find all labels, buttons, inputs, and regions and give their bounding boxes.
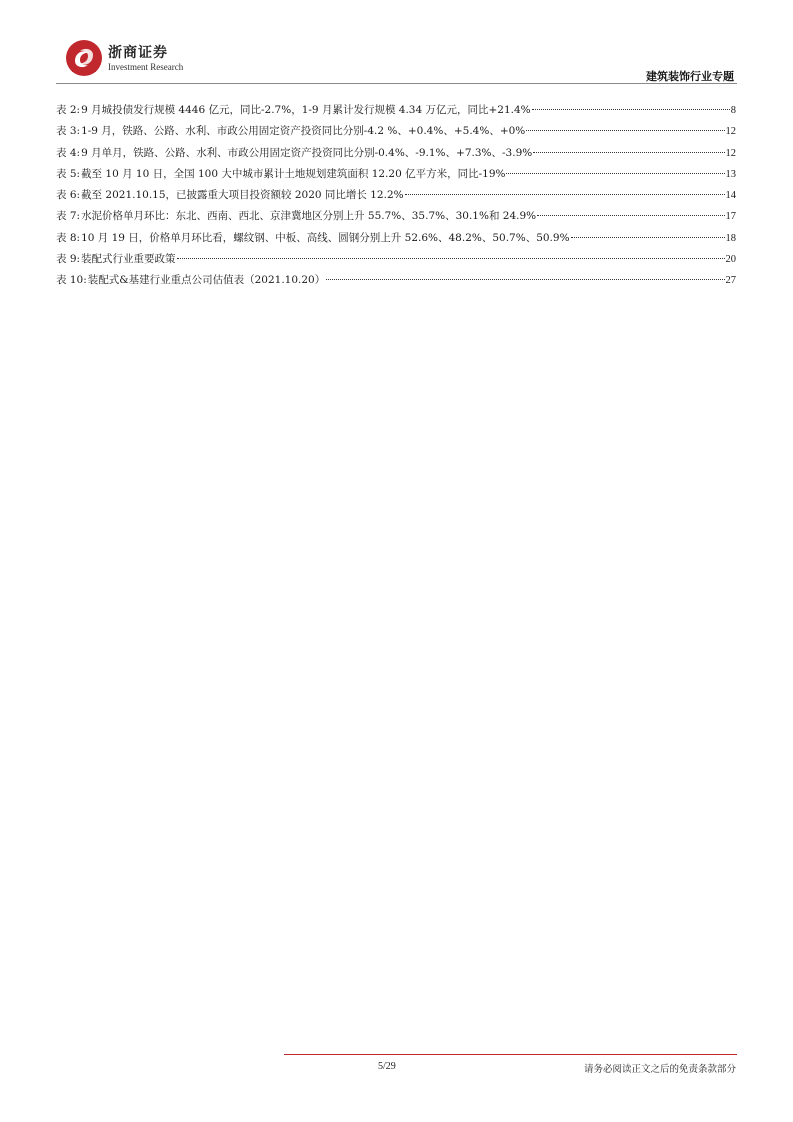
toc-item-title: 1-9 月，铁路、公路、水利、市政公用固定资产投资同比分别-4.2 %、+0.4%、+5.4%、+0% xyxy=(81,125,526,138)
toc-item-title: 10 月 19 日，价格单月环比看，螺纹钢、中板、高线、圆钢分别上升 52.6%、48.2%、50.7%、50.9% xyxy=(81,231,570,244)
toc-item-page: 27 xyxy=(725,275,736,287)
toc-item-title: 装配式&基建行业重点公司估值表（2021.10.20） xyxy=(87,274,326,287)
toc-item-label: 表 6: xyxy=(56,189,81,202)
toc-item[interactable] xyxy=(56,206,736,227)
toc-item-label: 表 9: xyxy=(56,253,81,266)
toc-item-label: 表 5: xyxy=(56,167,81,180)
toc-item-title: 9 月城投债发行规模 4446 亿元，同比-2.7%，1-9 月累计发行规模 4.34 万亿元，同比+21.4% xyxy=(81,104,531,116)
toc-item[interactable] xyxy=(56,185,736,206)
toc-item[interactable] xyxy=(56,270,736,291)
disclaimer-note: 请务必阅读正文之后的免责条款部分 xyxy=(583,1064,736,1075)
toc-leader-dots xyxy=(571,237,725,238)
toc-item-title: 截至 10 月 10 日，全国 100 大中城市累计土地规划建筑面积 12.20 亿平方米，同比-19% xyxy=(81,167,506,180)
toc-item-page: 12 xyxy=(725,147,736,159)
toc-leader-dots xyxy=(533,152,724,153)
toc-leader-dots xyxy=(405,194,725,195)
toc-item-label: 表 2: xyxy=(56,104,81,116)
toc-item-title: 水泥价格单月环比：东北、西南、西北、京津冀地区分别上升 55.7%、35.7%、30.1%和 24.9% xyxy=(81,210,537,223)
toc-leader-dots xyxy=(526,130,724,131)
toc-leader-dots xyxy=(532,109,730,110)
brand-name-cn: 浙商证券 xyxy=(108,45,168,61)
toc-item[interactable] xyxy=(56,100,736,121)
toc-leader-dots xyxy=(506,173,724,174)
toc-item-title: 装配式行业重要政策 xyxy=(81,253,176,266)
toc-item[interactable] xyxy=(56,249,736,270)
company-logo-icon xyxy=(64,38,104,78)
report-type-label: 建筑装饰行业专题 xyxy=(646,70,734,83)
toc-item-label: 表 3: xyxy=(56,125,81,138)
header-divider xyxy=(56,83,737,84)
toc-item-page: 17 xyxy=(725,211,736,223)
toc-item-page: 18 xyxy=(725,232,736,244)
toc-item-page: 8 xyxy=(730,105,736,116)
toc-item-label: 表 4: xyxy=(56,146,81,159)
toc-item-page: 13 xyxy=(725,168,736,180)
toc-item-label: 表 8: xyxy=(56,231,81,244)
toc-item-title: 截至 2021.10.15，已披露重大项目投资额较 2020 同比增长 12.2% xyxy=(81,189,404,202)
toc-leader-dots xyxy=(537,215,724,216)
toc-item-page: 12 xyxy=(725,126,736,138)
brand-name-en: Investment Research xyxy=(108,62,184,72)
toc-item-page: 20 xyxy=(725,254,736,266)
toc-leader-dots xyxy=(326,279,724,280)
toc-item-title: 9 月单月，铁路、公路、水利、市政公用固定资产投资同比分别-0.4%、-9.1%、+7.3%、-3.9% xyxy=(81,146,533,159)
toc-item-label: 表 7: xyxy=(56,210,81,223)
toc-item[interactable] xyxy=(56,121,736,142)
toc-item[interactable] xyxy=(56,143,736,164)
toc-leader-dots xyxy=(177,258,725,259)
footer-divider xyxy=(284,1054,737,1055)
toc-item[interactable] xyxy=(56,164,736,185)
table-of-contents xyxy=(56,100,736,292)
toc-item-label: 表 10: xyxy=(56,274,87,287)
page-number: 5/29 xyxy=(378,1061,396,1072)
toc-item[interactable] xyxy=(56,228,736,249)
page-header xyxy=(56,38,736,86)
toc-item-page: 14 xyxy=(725,190,736,202)
